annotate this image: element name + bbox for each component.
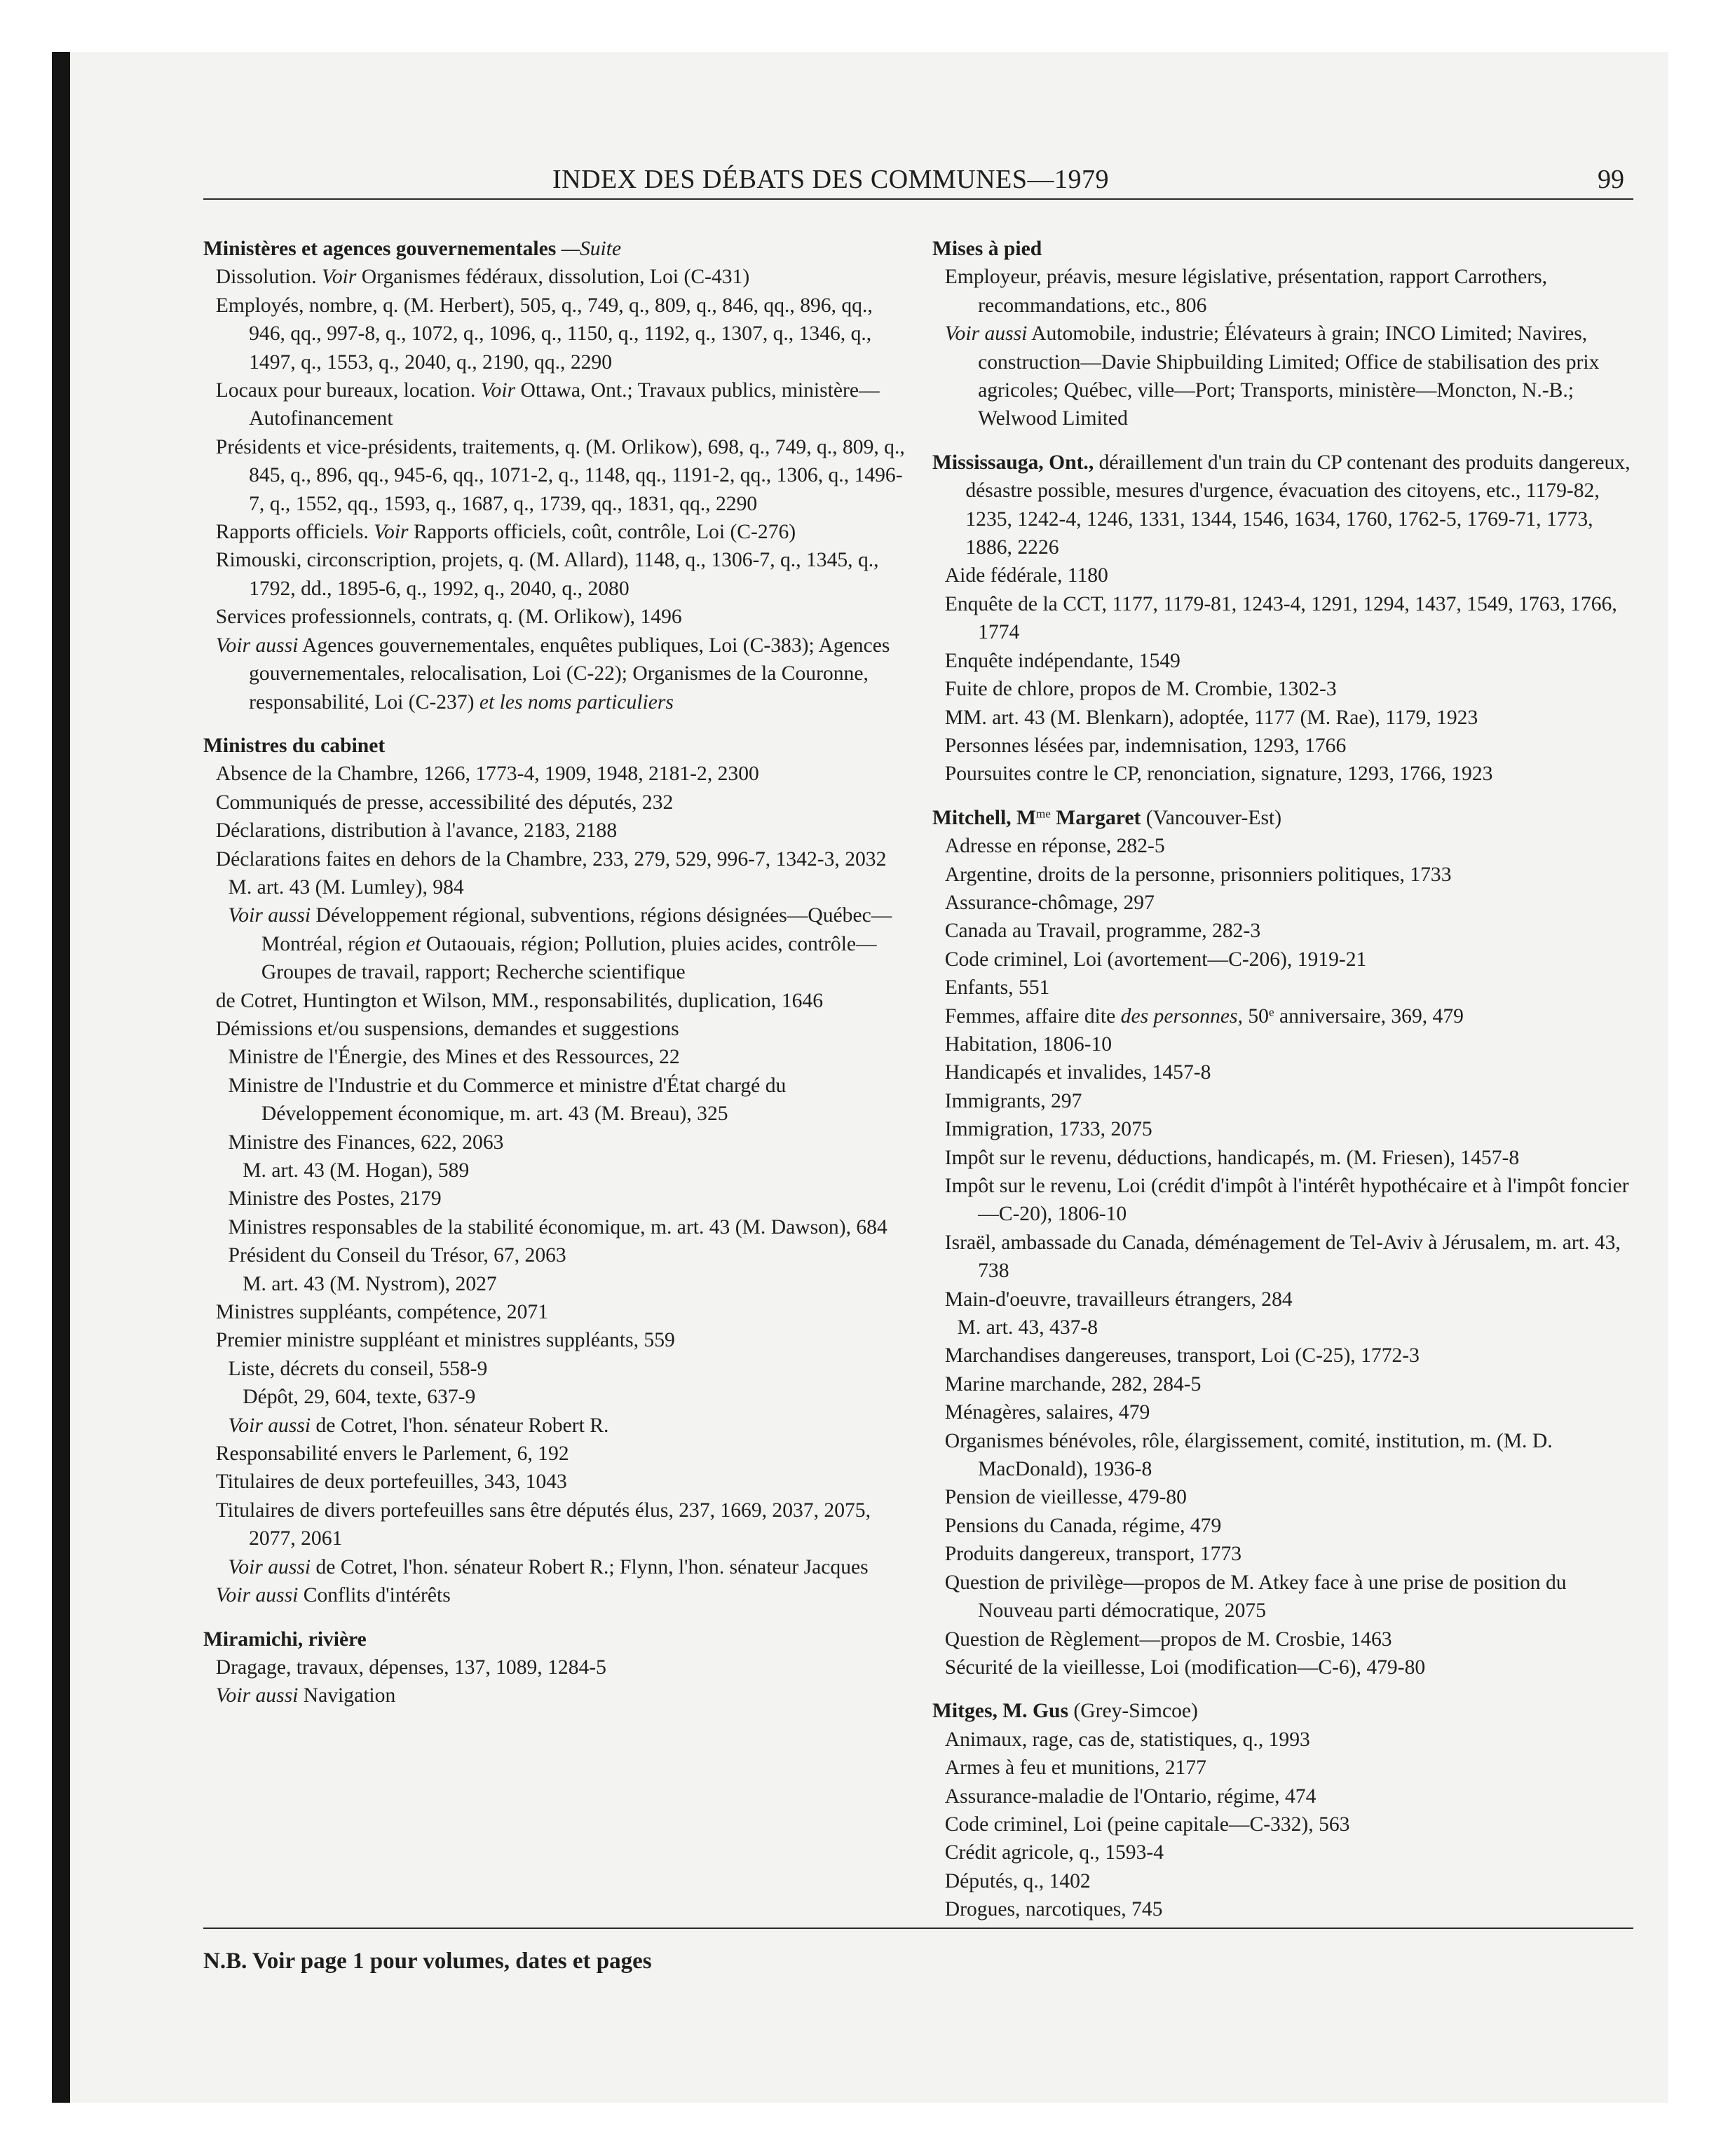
index-section	[203, 235, 911, 716]
index-entry: Impôt sur le revenu, déductions, handicapés, m. (M. Friesen), 1457-8	[944, 1146, 1520, 1169]
index-entry: Dépôt, 29, 604, texte, 637-9	[243, 1386, 476, 1409]
index-entry: Liste, décrets du conseil, 558-9	[228, 1357, 488, 1380]
index-entry: MM. art. 43 (M. Blenkarn), adoptée, 1177 (M. Rae), 1179, 1923	[944, 706, 1478, 729]
index-entry: Communiqués de presse, accessibilité des députés, 232	[215, 791, 674, 814]
index-section	[932, 1697, 1640, 1923]
index-entry: Code criminel, Loi (peine capitale—C-332), 563	[944, 1813, 1350, 1836]
index-entry	[932, 1002, 1640, 1030]
index-entry: Canada au Travail, programme, 282-3	[944, 920, 1261, 943]
entry-italic: Voir aussi	[215, 1684, 299, 1707]
heading-bold: Mises à pied	[932, 238, 1042, 260]
heading-text: déraillement d'un train du CP contenant des produits dangereux, désastre possible, mesures d'urgence, évacuation des citoyens, etc., 1179-82, 1235, 1242-4, 1246, 1331, 1344, 1546, 1634, 1760, 1762-5, 1769-71, 1773, 1886, 2226	[965, 451, 1631, 559]
index-entry: Assurance-maladie de l'Ontario, régime, 474	[944, 1785, 1316, 1808]
entry-italic: Voir aussi	[228, 904, 311, 927]
heading-bold: Margaret	[1050, 806, 1141, 829]
index-section	[932, 449, 1640, 789]
entry-superscript: e	[1268, 1005, 1274, 1019]
index-entry: Animaux, rage, cas de, statistiques, q., 1993	[944, 1728, 1310, 1751]
entry-italic: Voir aussi	[215, 1584, 299, 1607]
index-entry: Immigration, 1733, 2075	[944, 1118, 1152, 1141]
heading-bold: Ministres du cabinet	[203, 734, 386, 757]
index-entry: Israël, ambassade du Canada, déménagement de Tel-Aviv à Jérusalem, m. art. 43, 738	[944, 1231, 1621, 1283]
page-number: 99	[1598, 165, 1624, 194]
entry-text: anniversaire, 369, 479	[1274, 1004, 1464, 1028]
index-entry: Président du Conseil du Trésor, 67, 2063	[228, 1244, 566, 1267]
index-entry: Députés, q., 1402	[944, 1869, 1091, 1892]
entry-text: de Cotret, l'hon. sénateur Robert R.; Flynn, l'hon. sénateur Jacques	[311, 1555, 869, 1578]
index-entry	[932, 320, 1640, 433]
entry-italic: Voir aussi	[215, 634, 299, 657]
entry-italic: Voir aussi	[228, 1555, 311, 1578]
index-entry: M. art. 43, 437-8	[957, 1316, 1098, 1339]
index-entry: Enquête indépendante, 1549	[944, 649, 1181, 672]
index-section	[932, 235, 1640, 433]
heading-superscript: me	[1035, 807, 1051, 821]
entry-text: de Cotret, l'hon. sénateur Robert R.	[311, 1414, 609, 1437]
heading-bold: Miramichi, rivière	[203, 1628, 367, 1651]
index-entry: Assurance-chômage, 297	[944, 891, 1155, 914]
entry-text: Conflits d'intérêts	[298, 1584, 451, 1607]
index-entry: Ministres responsables de la stabilité économique, m. art. 43 (M. Dawson), 684	[228, 1215, 887, 1239]
entry-italic: et	[406, 932, 421, 955]
entry-italic: et les noms particuliers	[479, 690, 674, 714]
index-section	[932, 804, 1640, 1682]
index-entry: Drogues, narcotiques, 745	[944, 1898, 1163, 1921]
index-entry: Organismes bénévoles, rôle, élargissement, comité, institution, m. (M. D. MacDonald), 1936-8	[944, 1429, 1553, 1481]
index-column-left	[203, 235, 911, 1726]
index-entry: Code criminel, Loi (avortement—C-206), 1919-21	[944, 948, 1367, 971]
index-entry: de Cotret, Huntington et Wilson, MM., responsabilités, duplication, 1646	[215, 989, 824, 1012]
index-entry: Déclarations faites en dehors de la Chambre, 233, 279, 529, 996-7, 1342-3, 2032	[215, 847, 887, 871]
entry-text: Outaouais, région; Pollution, pluies acides, contrôle—Groupes de travail, rapport; Recherche scientifique	[261, 932, 877, 984]
entry-text: Rapports officiels.	[215, 521, 374, 544]
entry-text: Dissolution.	[215, 266, 322, 289]
entry-text: Agences gouvernementales, enquêtes publiques, Loi (C-383); Agences gouvernementales, relocalisation, Loi (C-22); Organismes de la Couronne, responsabilité, Loi (C-237)	[249, 634, 890, 714]
index-entry: M. art. 43 (M. Lumley), 984	[228, 875, 464, 899]
index-entry: Armes à feu et munitions, 2177	[944, 1756, 1206, 1780]
page-header-title: INDEX DES DÉBATS DES COMMUNES—1979	[552, 165, 1109, 194]
index-entry: Ministre de l'Industrie et du Commerce et ministre d'État chargé du Développement économique, m. art. 43 (M. Breau), 325	[228, 1074, 787, 1126]
entry-text: 50	[1242, 1004, 1269, 1028]
index-entry: Absence de la Chambre, 1266, 1773-4, 1909, 1948, 2181-2, 2300	[215, 763, 759, 786]
index-entry: Fuite de chlore, propos de M. Crombie, 1302-3	[944, 678, 1337, 701]
index-entry	[203, 1553, 911, 1581]
section-heading	[203, 235, 911, 263]
section-heading	[932, 449, 1640, 562]
entry-text: Locaux pour bureaux, location.	[215, 379, 481, 402]
index-entry: Aide fédérale, 1180	[944, 564, 1108, 587]
index-entry	[203, 1412, 911, 1440]
entry-italic: Voir	[374, 521, 409, 544]
index-entry: Immigrants, 297	[944, 1089, 1082, 1112]
section-heading	[932, 235, 1640, 263]
footer-rule	[203, 1928, 1633, 1929]
index-entry: Habitation, 1806-10	[944, 1032, 1113, 1056]
section-heading	[203, 732, 911, 760]
entry-text: Navigation	[298, 1684, 396, 1707]
index-entry: Argentine, droits de la personne, prisonniers politiques, 1733	[944, 863, 1452, 886]
index-entry: Déclarations, distribution à l'avance, 2183, 2188	[215, 819, 618, 842]
index-entry: Crédit agricole, q., 1593-4	[944, 1841, 1164, 1864]
heading-bold: Mitchell, M	[932, 806, 1036, 829]
binding-shadow	[52, 52, 70, 2103]
section-heading	[932, 804, 1640, 832]
entry-italic: Voir aussi	[228, 1414, 311, 1437]
index-entry: Enquête de la CCT, 1177, 1179-81, 1243-4, 1291, 1294, 1437, 1549, 1763, 1766, 1774	[944, 592, 1617, 644]
entry-text: Rapports officiels, coût, contrôle, Loi (C-276)	[408, 521, 796, 544]
index-entry: Démissions et/ou suspensions, demandes et suggestions	[215, 1017, 679, 1040]
index-entry	[203, 376, 911, 433]
index-entry: Employés, nombre, q. (M. Herbert), 505, q., 749, q., 809, q., 846, qq., 896, qq., 946, qq., 997-8, q., 1072, q., 1096, q., 1150, q., 1192, q., 1307, q., 1346, q., 1497, q., 1553, q., 2040, q., 2190, qq., 2290	[215, 294, 873, 374]
index-entry: Sécurité de la vieillesse, Loi (modification—C-6), 479-80	[944, 1656, 1426, 1679]
index-entry: Employeur, préavis, mesure législative, présentation, rapport Carrothers, recommandations, etc., 806	[944, 266, 1547, 317]
entry-text: Automobile, industrie; Élévateurs à grain; INCO Limited; Navires, construction—Davie Shipbuilding Limited; Office de stabilisation des prix agricoles; Québec, ville—Port; Transports, ministère—Moncton, N.-B.; Welwood Limited	[978, 322, 1600, 430]
heading-text: (Vancouver-Est)	[1141, 806, 1282, 829]
index-entry: Ministre de l'Énergie, des Mines et des Ressources, 22	[228, 1046, 680, 1069]
index-entry: M. art. 43 (M. Nystrom), 2027	[243, 1272, 497, 1295]
index-entry: Dragage, travaux, dépenses, 137, 1089, 1284-5	[215, 1656, 606, 1679]
heading-bold: Mitges, M. Gus	[932, 1700, 1068, 1723]
index-section	[203, 732, 911, 1610]
heading-bold: Ministères et agences gouvernementales	[203, 238, 557, 260]
section-heading	[932, 1697, 1640, 1725]
index-entry: Premier ministre suppléant et ministres suppléants, 559	[215, 1329, 675, 1352]
index-entry: Ministre des Finances, 622, 2063	[228, 1131, 504, 1154]
index-entry	[203, 263, 911, 291]
entry-text: Développement régional, subventions, régions désignées—Québec—Montréal, région	[261, 904, 892, 955]
index-entry	[203, 518, 911, 546]
index-entry: Poursuites contre le CP, renonciation, signature, 1293, 1766, 1923	[944, 763, 1493, 786]
index-entry: Titulaires de deux portefeuilles, 343, 1043	[215, 1471, 567, 1494]
index-entry	[203, 1681, 911, 1710]
entry-text: Femmes, affaire dite	[944, 1004, 1121, 1028]
index-entry: M. art. 43 (M. Hogan), 589	[243, 1159, 470, 1182]
index-entry	[203, 1581, 911, 1609]
index-entry: Question de privilège—propos de M. Atkey face à une prise de position du Nouveau parti démocratique, 2075	[944, 1571, 1567, 1623]
index-entry: Enfants, 551	[944, 976, 1050, 999]
footer-note: N.B. Voir page 1 pour volumes, dates et pages	[203, 1949, 652, 1974]
header-rule	[203, 198, 1633, 200]
index-entry: Adresse en réponse, 282-5	[944, 835, 1165, 858]
entry-italic: des personnes,	[1120, 1004, 1243, 1028]
index-entry: Handicapés et invalides, 1457-8	[944, 1061, 1211, 1084]
index-entry	[203, 632, 911, 716]
index-column-right	[932, 235, 1640, 1939]
entry-italic: Voir	[480, 379, 516, 402]
index-entry: Titulaires de divers portefeuilles sans être députés élus, 237, 1669, 2037, 2075, 2077, 2061	[215, 1499, 871, 1550]
index-entry: Marine marchande, 282, 284-5	[944, 1372, 1202, 1396]
heading-bold: Mississauga, Ont.,	[932, 451, 1094, 474]
index-entry: Marchandises dangereuses, transport, Loi (C-25), 1772-3	[944, 1344, 1420, 1367]
index-entry: Services professionnels, contrats, q. (M. Orlikow), 1496	[215, 606, 682, 629]
index-entry: Ministres suppléants, compétence, 2071	[215, 1301, 548, 1324]
index-entry: Rimouski, circonscription, projets, q. (M. Allard), 1148, q., 1306-7, q., 1345, q., 1792, dd., 1895-6, q., 1992, q., 2040, q., 2080	[215, 549, 879, 600]
entry-text: Ottawa, Ont.; Travaux publics, ministère—Autofinancement	[249, 379, 880, 430]
index-entry: Question de Règlement—propos de M. Crosbie, 1463	[944, 1628, 1392, 1651]
entry-text: Organismes fédéraux, dissolution, Loi (C-431)	[356, 266, 750, 289]
entry-italic: Voir aussi	[944, 322, 1028, 346]
index-section	[203, 1625, 911, 1710]
index-entry: Produits dangereux, transport, 1773	[944, 1543, 1242, 1566]
index-entry: Pension de vieillesse, 479-80	[944, 1486, 1187, 1509]
index-entry: Présidents et vice-présidents, traitements, q. (M. Orlikow), 698, q., 749, q., 809, q., 845, q., 896, qq., 945-6, qq., 1071-2, q., 1148, qq., 1191-2, qq., 1306, q., 1496-7, q., 1552, qq., 1593, q., 1687, q., 1739, qq., 1831, qq., 2290	[215, 435, 905, 515]
heading-italic: —Suite	[556, 238, 622, 260]
index-entry: Ménagères, salaires, 479	[944, 1401, 1150, 1424]
index-entry: Ministre des Postes, 2179	[228, 1187, 442, 1210]
index-entry	[203, 901, 911, 986]
index-entry: Pensions du Canada, régime, 479	[944, 1514, 1222, 1537]
index-entry: Main-d'oeuvre, travailleurs étrangers, 284	[944, 1288, 1293, 1311]
heading-text: (Grey-Simcoe)	[1068, 1700, 1198, 1723]
index-entry: Responsabilité envers le Parlement, 6, 192	[215, 1442, 569, 1466]
index-entry: Impôt sur le revenu, Loi (crédit d'impôt à l'intérêt hypothécaire et à l'impôt foncier—C-20), 1806-10	[944, 1175, 1629, 1226]
section-heading	[203, 1625, 911, 1653]
entry-italic: Voir	[322, 266, 357, 289]
index-entry: Personnes lésées par, indemnisation, 1293, 1766	[944, 734, 1347, 757]
